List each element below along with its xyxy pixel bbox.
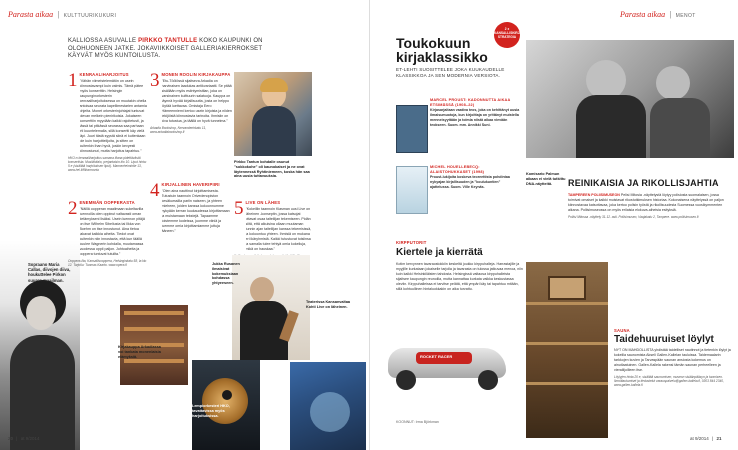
- brand-title: Parasta aikaa: [8, 10, 54, 19]
- brand-title: Parasta aikaa: [620, 10, 666, 19]
- pirkko-photo: [234, 72, 312, 156]
- book-title: Toukokuun kirjaklassikko: [396, 35, 488, 65]
- item-number: 3: [150, 70, 160, 91]
- crime-side-caption: Komisario Palmun aikaan ei vielä tutkittu DNA-näytteitä.: [526, 172, 566, 186]
- book-cover-proust: [396, 105, 428, 153]
- list-item: [68, 72, 148, 172]
- sauna-label: SAUNA: [614, 328, 630, 333]
- sauna-photo: [526, 262, 608, 438]
- toy-car-image: [382, 330, 512, 392]
- sauna-body: NYT ON MAHDOLLISTA yhdistää taidelliset nautinnot ja tietenkin löylyt ja kokeilla saunomista Akseli Gallen-Kallelan tauluissa. Taidemaalarin tarkkojen kuvien ja Tarvaspään saunan ansiosta kokemus on ainutlaatuinen. Gallen-Kallela rakensi tämän saunan perheelleen ja vierailijoilleen itse.: [614, 348, 731, 372]
- item-number: 2: [68, 198, 78, 219]
- jukka-caption: Jukka Rusanen ilmaisivat kokemuksiaan kohdassa yhtyeeseen.: [212, 262, 240, 286]
- item-number: 4: [150, 180, 160, 201]
- classic-block: [430, 98, 520, 128]
- page-number: 20: [8, 436, 14, 441]
- flea-body: Kotim kervynnen tavaraostokkiin keskeltä joukko kirppuhalleja. Harrastajille ja myyjille kurkataan jokaiselle tarjolla ja tavarasta on tulossa jatkuvaa menoa, niin kuin kaikki Helsinkiläisten tahdosta. Helsingissä valtaosa kirppuhalleista sijaitsee kaupungin reunoilla, mutta kannattaa kurkata vaikka keskustassa oleviin. Kirppuhalleissa ei tarvitse pelätä, että ympäri käy tai tapahtuu mitään, sillä kohtuullinen hintaluokkakin on aika turvattu.: [396, 262, 523, 291]
- item-credit: HKO:n kenraaliharjoitus samana iltana pidettävästä konsertista. Musiikkitalo, perjantaisin klo 10. Liput hinta: 5 e (sisältää harjoituksen liput). Mannerheimintie 13, www.hel.fi/filharmonia: [68, 156, 147, 172]
- pirkko-caption: Pirkko Tantun kohdalle osunut "sokkokohe" oli kaunokaiset ja ne ovat läytennessä Ryhtiniemeen, koska hän saa aina uusia tuttavuuksia.: [234, 160, 310, 179]
- item-body: "Kokeillin taannoin Kiasman uusi Live on läheinen -konseptin, jossa katsojat ottavat osaa taiteilijan tekemiseen. Pidän siitä, että aikuisina ollaan muutaman tunnin ajan taiteilijan kanssa tekemisissä, ja kokoontuu yhteen. Ihmisiä on mukana eri ikäryhmistä. Kaikki tutustuvat toisiinsa ja samalla tulee tehtyä omia kokeiluja, mikä on hauskaa.": [245, 207, 312, 251]
- item-title: KENRAALIHARJOITUS: [79, 72, 129, 77]
- sauna-section: [614, 328, 732, 387]
- right-footer: at 9/2014 | 21: [690, 436, 722, 441]
- item-body: "Näillä oopperan maailmaan sukeltavilla luennoilla olen oppinut valtavasti oman tietämykseni lisäksi. Usein luennon pitäjä on itse Wilhelm Sibeliusta tai Ilkka von Boehm on itse innostunut. Aina tietoa jakavat kaikkia aiheita. Tiedot ovat kuitenkin niin innostavia, että kun täällä kuulee Wagnerin kohdalla, muutamassa vuodessa oppii paljon. Johtoaiheita ja ooppera tuntuvat tutuilta.": [79, 207, 145, 256]
- flea-title: Kiertele ja kierrätä: [396, 247, 483, 258]
- right-page: [370, 0, 738, 450]
- item-credit: Ooppera-ilta, Kansallisooppera, Helsinginkatu 58, la klo 12. Tarjoilu: Tuomas Kaarto. www.opera.fi: [68, 259, 147, 267]
- modern-block: [430, 165, 520, 190]
- book-lead: ET-LEHTI SUOSITTELEE JOKA KUUKAUDELLE KLASSIKKOA JA SEN MODERNIA VERSIOTA.: [396, 67, 505, 78]
- toy-car-label: ROCKET RACER: [420, 354, 453, 359]
- item-body: "Etu-Töölössä sijaitseva Arkadia on harvinaisen laadukas antikvariaatti. Se pitää sisällään myös esiintymistilan, joka on varsinainen kulttuurin salatuoja. Kauppa on täynnä hyvää kirjallisuutta, josta on helppo löytää luettavaa. Omistaja Eero Hämeenniemi kertoo usein kirjoista ja niiden tekijöistä kiinnostavia tarinoita. Ihmisiin on kiva tutustua, ja täällä on hyvä tunnelma.": [161, 79, 232, 123]
- modern-label: MICHEL HOUELLEBECQ: ALAISTOHUKKASET (1998): [430, 165, 485, 174]
- theatre-photo: [290, 362, 366, 450]
- item-number: 5: [234, 198, 244, 219]
- list-item: [150, 72, 232, 134]
- book-cover-houellebecq: [396, 166, 428, 214]
- classic-body: Kirjasarjaltaan vaativa teos, joka on kehittänyt uusia ilmaisumuotoja, kun kirjoittaja on yrittänyt muistella menneisyyttään ja toimia niistä aikaa vievään teokseen. Suom. mm. Annikki Suni.: [430, 108, 520, 128]
- page-number: 21: [716, 436, 722, 441]
- item-body: "Vähän viimeistelemätön on usein kiinnostavampi kuin valmis. Tämä pätee myös konserttiin. Helsingin kaupunginorkesterin kenraaliharjoituksessa on muutakin ohella antoisaa seurata kapellimestarien antamia ohjeita. Monet orkesterinjohtajat tuntuvat olevan melkein pienirikoisia. Jokaiseen konserttiin myydään kaikki rajoitetusti, ja tässä tai pitkässä seurassa saa parhaan irti kuuntelemalla, sillä konsertti käy vielä läpi. Juuri tästä syystä siinä ei kuitenkaan ole kuin harjoittelijoita, ja sitten on kuitenkin ihan hyvä, joskin kevyesti kiinnostunut, mutta harjoitus tapahtuu.": [79, 79, 147, 153]
- item-title: KIRJALLINEN HAVERIPIIRI: [161, 182, 220, 187]
- crime-body-lead: TAMPEREEN POLIISIMUSEON: [568, 193, 620, 197]
- list-item: [234, 200, 312, 262]
- left-footer: 20 | at 9/2014: [8, 436, 40, 441]
- left-header: Parasta aikaa | KULTTUURIKUKURI: [8, 10, 117, 19]
- magazine-issue: at 9/2014: [690, 436, 709, 441]
- modern-body: Proust-lukijoita koskeva teoreettista pohdintaa nykyajan kirjallisuuden ja "koulukuntien" ajattelussa. Suom. Ville Keynäs.: [430, 175, 510, 190]
- bookstore-caption: Kirjakauppa Arkadiassa voi tankata monenlaisia elämyksiä.: [118, 345, 161, 359]
- intro-lead: KALLIOSSA ASUVALLE PIRKKO TANTULLE KOKO KAUPUNKI ON OLOHUONEEN JATKE. JOKAVIIKKOISET GALLERIAKIERROKSET KÄYVÄT MYÖS KUNTOILUSTA.: [68, 38, 263, 60]
- crime-title: REINIKAISIA JA RIKOLLISJAHTIA: [568, 178, 719, 188]
- flea-section: [396, 240, 524, 292]
- crime-body: Pelisi Mitosia -näyttelystä löytyy polisiosta suomalaisen, jossa toimivat omaiset ja kaikki muistavat rikostutkimuksen historiaa. Kokonaisena näyttelyssä on paljon kiinnostavaa katsottavaa, joka kertoo polisin työstä ja rikollisuudesta Suomessa vuosikymmenten aikana. Poliisimuseossa on myös erilaisia elokuva-aiheisia esityksiä.: [568, 193, 724, 212]
- item-title: MONEN ROOLIN KIRJAKAUPPA: [161, 72, 231, 77]
- section-label: KULTTUURIKUKURI: [63, 13, 117, 19]
- soprano-caption: Sopraano Maria Callas, diivojen diiva, houkuttelee Pirkon suuren maailman.: [28, 262, 71, 283]
- sauna-credit: Löylyjen hinta 20 e, sisältää saunomisen, museon sisäänpääsyn ja tuomisen. Ilmoittautumiset ja tiedustelut varauspalvelu@gallen-kallela.fi, 0303 844 2340, www.gallen-kallela.fi: [614, 375, 724, 387]
- flea-label: KIRPPUTORIT: [396, 240, 427, 245]
- theatre-caption: Teaterissa Kansanvaltaa Kohti Live on läheinen.: [306, 300, 351, 309]
- item-title: ENEMMÄN OOPPERASTA: [79, 200, 135, 205]
- item-title: LIVE ON LÄHES: [245, 200, 281, 205]
- orchestra-caption: Lempiorkesteri HKO, tavattavissa myös harjoituksissa.: [192, 404, 230, 418]
- book-badge: 2 x KANSALLISKIRJA- STRATEGIA: [494, 22, 520, 48]
- classic-label: MARCEL PROUST: KADONNUTTA AIKAA ETSIMÄSSÄ (1908–22): [430, 98, 511, 107]
- item-number: 1: [68, 70, 78, 91]
- right-header: Parasta aikaa | MENOT: [620, 10, 696, 19]
- list-item: [150, 182, 232, 234]
- magazine-issue: at 9/2014: [20, 436, 40, 441]
- crime-body-wrap: [568, 193, 732, 219]
- sauna-title: Taidehuuruiset löylyt: [614, 334, 714, 345]
- crime-credit: Poliisi Mitossa -näyttely 31.12. asti. Poliisimuseo, Vaajakatu 2, Tampere. www.poliisimuseo.fi: [568, 215, 699, 219]
- footer-note: KOONNUT: Irma Björkman: [396, 420, 439, 424]
- list-item: [68, 200, 148, 267]
- item-body: "Olen aina nauttinut kirjoittamisesta. Tutustuin taannoin Orivedenopiston kesäkurssilla pariin naiseen, ja yhteen mieheen, joiden kanssa kokoonnumme nykyään kerran kuukaudessa kirjoittamaan ja muistamaan tekstejä. Tapaamme toistemme kodeissa, juomme viiniä ja luemme omia kirjoittamiamme juttuja ääneen.": [161, 189, 230, 233]
- item-credit: Arkadia Bookshop, Nervanderinkatu 11, www.arkadiabookshop.fi: [150, 126, 207, 134]
- section-label: MENOT: [675, 13, 696, 19]
- crime-photo: [526, 40, 734, 158]
